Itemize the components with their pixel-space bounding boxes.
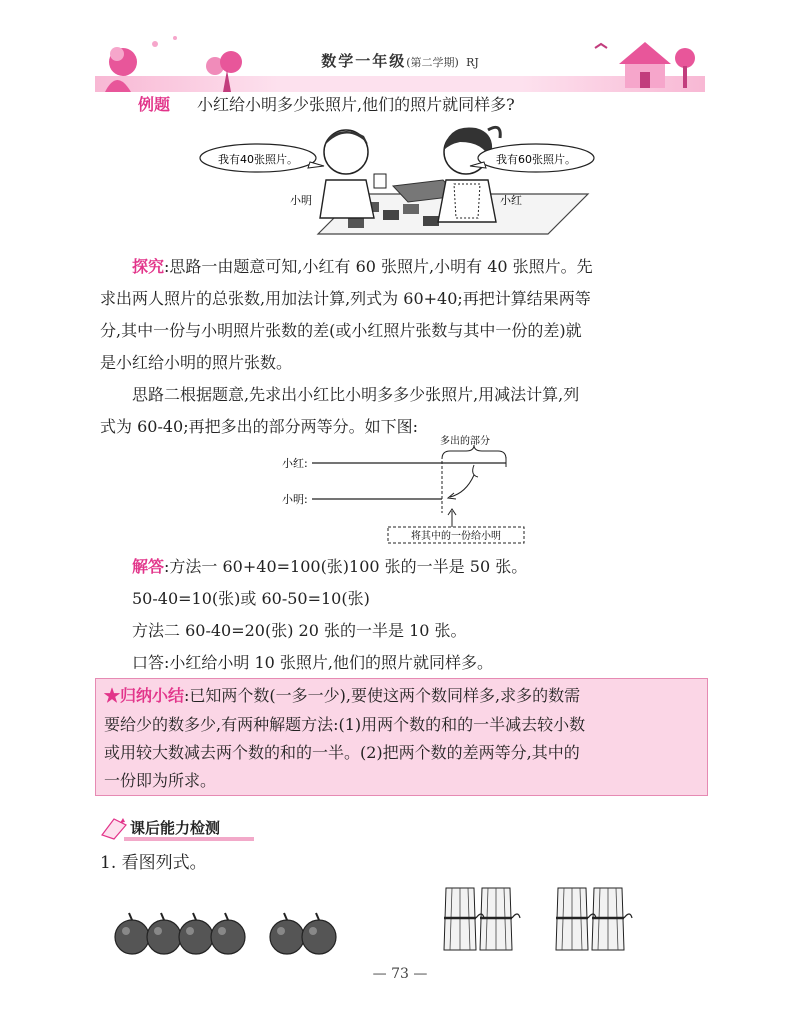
bubble-hong-text: 我有60张照片。 (496, 153, 576, 166)
bubble-ming-text: 我有40张照片。 (218, 153, 298, 166)
diagram-extra-label: 多出的部分 (440, 436, 490, 447)
children-photos-illustration (198, 122, 598, 240)
summary-line-1 (104, 685, 714, 707)
answer-label: 解答 (132, 557, 165, 576)
diagram-row-ming: 小明: (282, 493, 308, 506)
diagram-row-hong: 小红: (282, 457, 308, 470)
page-number: — 73 — (372, 966, 428, 982)
book-term: (第二学期) (406, 56, 459, 69)
answer-line-2: 50-40=10(张)或 60-50=10(张) (132, 589, 370, 608)
explore-line-6: 式为 60-40;再把多出的部分两等分。如下图: (100, 417, 418, 436)
explore-label: 探究 (132, 257, 165, 276)
summary-line-4: 一份即为所求。 (104, 771, 217, 790)
example-label: 例题 (138, 95, 171, 114)
summary-label: ★归纳小结 (104, 686, 185, 705)
segment-diagram (270, 435, 540, 545)
fruit-group-illustration (112, 905, 342, 961)
book-title: 数学一年级 (321, 52, 407, 70)
summary-line-2: 要给少的数多少,有两种解题方法:(1)用两个数的和的一半减去较小数 (104, 715, 586, 734)
stick-bundles-illustration (440, 880, 640, 955)
diagram-give-label: 将其中的一份给小明 (411, 531, 501, 542)
summary-box (95, 678, 708, 796)
summary-line-3: 或用较大数减去两个数的和的一半。(2)把两个数的差两等分,其中的 (104, 743, 580, 762)
explore-line-1 (132, 256, 712, 278)
section-title: 课后能力检测 (130, 819, 221, 837)
explore-line-4: 是小红给小明的照片张数。 (100, 353, 293, 372)
question-1: 1. 看图列式。 (100, 853, 207, 873)
answer-line-1 (132, 556, 742, 578)
explore-line-3: 分,其中一份与小明照片张数的差(或小红照片张数与其中一份的差)就 (100, 321, 582, 340)
name-ming: 小明 (290, 194, 312, 207)
answer-line-4: 口答:小红给小明 10 张照片,他们的照片就同样多。 (132, 653, 494, 672)
book-edition: RJ (466, 56, 479, 69)
header-title (95, 50, 705, 71)
example-question: 小红给小明多少张照片,他们的照片就同样多? (197, 95, 515, 114)
explore-text-1: :思路一由题意可知,小红有 60 张照片,小明有 40 张照片。先 (164, 257, 593, 276)
summary-text-1: :已知两个数(一多一少),要使这两个数同样多,求多的数需 (184, 686, 581, 705)
answer-line-3: 方法二 60-40=20(张) 20 张的一半是 10 张。 (132, 621, 467, 640)
answer-text-1: :方法一 60+40=100(张)100 张的一半是 50 张。 (164, 557, 528, 576)
name-hong: 小红 (500, 194, 522, 207)
explore-line-5: 思路二根据题意,先求出小红比小明多多少张照片,用减法计算,列 (132, 385, 580, 404)
explore-line-2: 求出两人照片的总张数,用加法计算,列式为 60+40;再把计算结果两等 (100, 289, 591, 308)
page-header (95, 28, 705, 98)
section-heading (100, 815, 280, 841)
